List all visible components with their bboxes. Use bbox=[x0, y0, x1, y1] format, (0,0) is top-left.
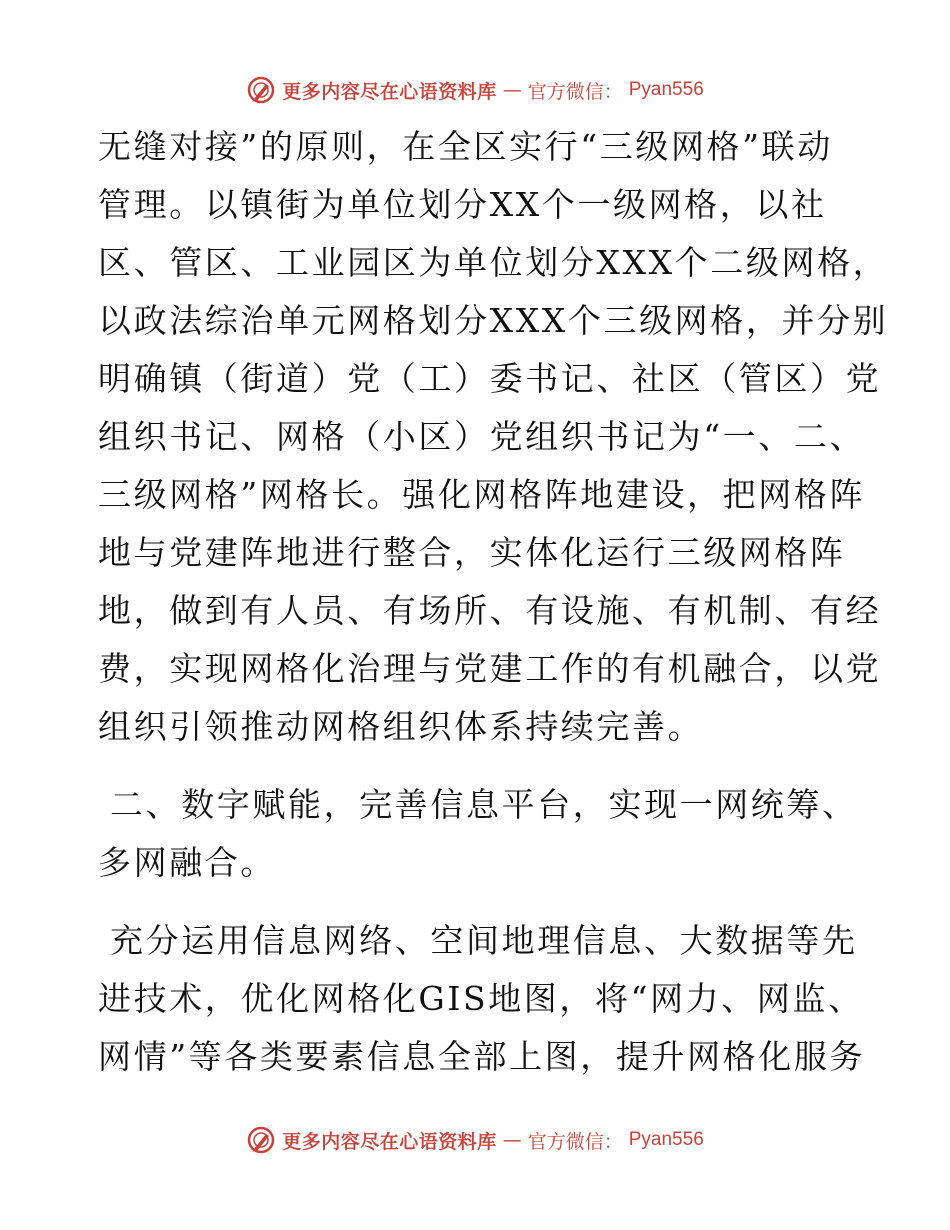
watermark-dash: — bbox=[502, 79, 522, 101]
text-line: 组织书记、网格（小区）党组织书记为“一、二、 bbox=[98, 417, 866, 456]
watermark-wechat-label: 官方微信： bbox=[527, 80, 623, 103]
text-line: 三级网格”网格长。强化网格阵地建设，把网格阵 bbox=[98, 475, 866, 514]
watermark-dash: — bbox=[502, 1129, 522, 1151]
watermark-wechat-id: Pyan556 bbox=[628, 79, 704, 100]
paragraph-grid-management bbox=[98, 118, 889, 756]
heading-line: 二、数字赋能，完善信息平台，实现一网统筹、 bbox=[110, 785, 858, 824]
text-line: 以政法综治单元网格划分XXX个三级网格，并分别 bbox=[98, 301, 889, 340]
paragraph-information-platform bbox=[98, 912, 866, 1086]
text-line: 网情”等各类要素信息全部上图，提升网格化服务 bbox=[98, 1037, 866, 1076]
text-line: 地，做到有人员、有场所、有设施、有机制、有经 bbox=[98, 591, 882, 630]
text-line: 充分运用信息网络、空间地理信息、大数据等先 bbox=[110, 921, 858, 960]
footer-watermark bbox=[0, 1122, 950, 1158]
text-line: 无缝对接”的原则，在全区实行“三级网格”联动 bbox=[98, 127, 833, 166]
watermark-wechat-id: Pyan556 bbox=[628, 1129, 704, 1150]
heading-line: 多网融合。 bbox=[98, 843, 276, 882]
text-line: 区、管区、工业园区为单位划分XXX个二级网格， bbox=[98, 243, 889, 282]
watermark-title: 更多内容尽在心语资料库 bbox=[282, 1130, 497, 1153]
text-line: 地与党建阵地进行整合，实体化运行三级网格阵 bbox=[98, 533, 846, 572]
watermark-title: 更多内容尽在心语资料库 bbox=[282, 80, 497, 103]
text-line: 进技术，优化网格化GIS地图，将“网力、网监、 bbox=[98, 979, 864, 1018]
pen-logo-icon bbox=[246, 75, 276, 105]
text-line: 组织引领推动网格组织体系持续完善。 bbox=[98, 707, 704, 746]
text-line: 明确镇（街道）党（工）委书记、社区（管区）党 bbox=[98, 359, 882, 398]
text-line: 费，实现网格化治理与党建工作的有机融合，以党 bbox=[98, 649, 882, 688]
watermark-wechat-label: 官方微信： bbox=[527, 1130, 623, 1153]
document-body bbox=[98, 118, 889, 1086]
text-line: 管理。以镇街为单位划分XX个一级网格，以社 bbox=[98, 185, 827, 224]
section-heading-digital bbox=[98, 776, 858, 892]
header-watermark bbox=[0, 72, 950, 108]
pen-logo-icon bbox=[246, 1125, 276, 1155]
